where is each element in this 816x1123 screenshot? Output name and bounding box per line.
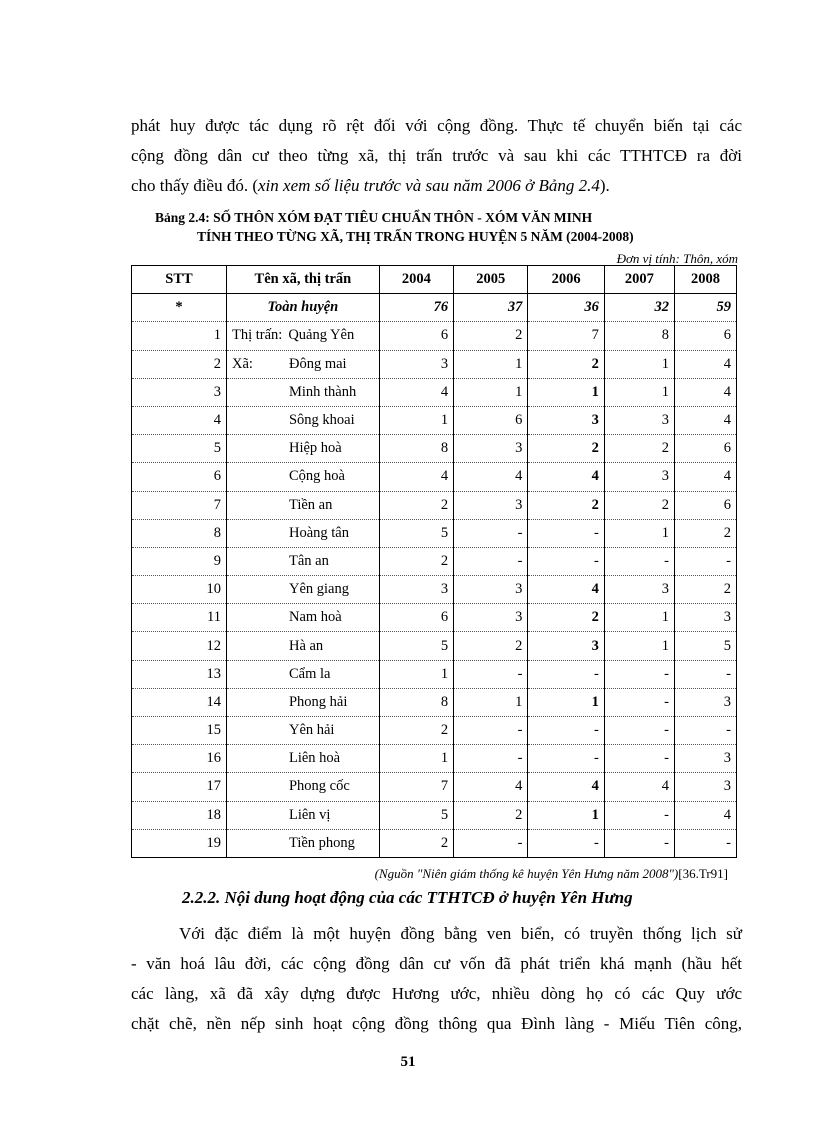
row-value-2005: 2 — [454, 632, 528, 660]
body-paragraph — [131, 919, 742, 1039]
header-2005: 2005 — [454, 266, 528, 294]
row-value-2006: - — [528, 660, 604, 688]
table-reference: xin xem số liệu trước và sau năm 2006 ở Bảng 2.4 — [258, 176, 600, 195]
row-name: Liên hoà — [288, 750, 341, 767]
row-stt: 5 — [132, 435, 227, 463]
row-name-cell — [226, 632, 379, 660]
row-value-2007: 3 — [604, 406, 674, 434]
row-value-2005: 4 — [454, 463, 528, 491]
row-value-2008: 4 — [675, 801, 737, 829]
row-value-2007: 1 — [604, 350, 674, 378]
row-name-cell — [226, 576, 379, 604]
row-value-2005: - — [454, 829, 528, 857]
row-value-2008: 4 — [675, 463, 737, 491]
row-value-2004: 3 — [379, 350, 453, 378]
row-value-2005: 3 — [454, 604, 528, 632]
row-value-2008: 3 — [675, 773, 737, 801]
row-value-2007: - — [604, 717, 674, 745]
table-row — [132, 435, 737, 463]
row-value-2005: - — [454, 547, 528, 575]
total-row — [132, 294, 737, 322]
row-name: Tiền an — [288, 496, 333, 513]
row-value-2007: 3 — [604, 576, 674, 604]
table-source: (Nguồn "Niên giám thống kê huyện Yên Hưng năm 2008")[36.Tr91] — [374, 866, 728, 881]
table-row — [132, 547, 737, 575]
row-name: Hoàng tân — [288, 524, 349, 541]
table-row — [132, 632, 737, 660]
row-value-2005: 3 — [454, 491, 528, 519]
row-name-cell — [226, 717, 379, 745]
table-row — [132, 801, 737, 829]
row-value-2005: 1 — [454, 378, 528, 406]
row-value-2006: - — [528, 829, 604, 857]
row-stt: 1 — [132, 322, 227, 350]
row-value-2006: 2 — [528, 350, 604, 378]
row-value-2005: 1 — [454, 688, 528, 716]
table-caption-line-2: TÍNH THEO TỪNG XÃ, THỊ TRẤN TRONG HUYỆN 5 NĂM (2004-2008) — [197, 229, 634, 244]
row-value-2004: 1 — [379, 745, 453, 773]
row-value-2006: 2 — [528, 435, 604, 463]
row-name: Nam hoà — [288, 609, 342, 626]
row-value-2007: - — [604, 688, 674, 716]
row-value-2004: 2 — [379, 547, 453, 575]
row-value-2006: - — [528, 519, 604, 547]
row-prefix: Xã: — [231, 355, 253, 372]
row-name-cell — [226, 688, 379, 716]
row-value-2005: 4 — [454, 773, 528, 801]
row-value-2006: 4 — [528, 463, 604, 491]
row-value-2007: 8 — [604, 322, 674, 350]
total-stt: * — [132, 294, 227, 322]
row-value-2004: 7 — [379, 773, 453, 801]
intro-line-1: phát huy được tác dụng rõ rệt đối với cộng đồng. Thực tế chuyển biến tại các — [131, 116, 742, 135]
row-value-2008: - — [675, 660, 737, 688]
row-value-2005: 2 — [454, 801, 528, 829]
row-name: Hà an — [288, 637, 324, 654]
row-name-cell — [226, 491, 379, 519]
row-value-2005: 3 — [454, 435, 528, 463]
row-name: Yên giang — [288, 581, 349, 598]
row-value-2007: - — [604, 829, 674, 857]
row-value-2008: 3 — [675, 745, 737, 773]
row-value-2004: 1 — [379, 406, 453, 434]
row-name: Tiền phong — [288, 834, 355, 851]
row-name-cell — [226, 829, 379, 857]
table-row — [132, 688, 737, 716]
row-stt: 3 — [132, 378, 227, 406]
row-name: Đông mai — [288, 355, 347, 372]
row-value-2006: 1 — [528, 378, 604, 406]
row-value-2004: 4 — [379, 463, 453, 491]
row-name-cell — [226, 406, 379, 434]
total-2008: 59 — [675, 294, 737, 322]
row-name-cell — [226, 378, 379, 406]
row-value-2006: 2 — [528, 491, 604, 519]
row-value-2006: - — [528, 717, 604, 745]
row-value-2008: - — [675, 829, 737, 857]
body-line-3: các làng, xã đã xây dựng được Hương ước, nhiều dòng họ có các Quy ước — [131, 984, 742, 1003]
intro-line-2: cộng đồng dân cư theo từng xã, thị trấn trước và sau khi các TTHTCĐ ra đời — [131, 146, 742, 165]
row-name-cell — [226, 547, 379, 575]
body-line-1: Với đặc điểm là một huyện đồng bằng ven biển, có truyền thống lịch sử — [179, 924, 742, 943]
row-value-2006: 2 — [528, 604, 604, 632]
row-name: Cộng hoà — [288, 468, 345, 485]
row-name: Phong cốc — [288, 778, 350, 795]
total-2007: 32 — [604, 294, 674, 322]
header-2004: 2004 — [379, 266, 453, 294]
intro-paragraph — [131, 111, 742, 201]
row-value-2008: 2 — [675, 519, 737, 547]
row-name-cell — [226, 773, 379, 801]
row-value-2007: 1 — [604, 519, 674, 547]
row-value-2008: 4 — [675, 406, 737, 434]
row-value-2008: - — [675, 717, 737, 745]
header-2006: 2006 — [528, 266, 604, 294]
table-row — [132, 322, 737, 350]
row-stt: 2 — [132, 350, 227, 378]
row-value-2005: 3 — [454, 576, 528, 604]
row-stt: 18 — [132, 801, 227, 829]
row-name: Hiệp hoà — [288, 440, 342, 457]
row-stt: 7 — [132, 491, 227, 519]
row-value-2008: - — [675, 547, 737, 575]
row-name: Sông khoai — [288, 412, 355, 429]
row-value-2007: 1 — [604, 632, 674, 660]
row-value-2004: 2 — [379, 491, 453, 519]
row-value-2008: 6 — [675, 435, 737, 463]
row-name: Tân an — [288, 552, 329, 569]
intro-line-3: cho thấy điều đó. (xin xem số liệu trước và sau năm 2006 ở Bảng 2.4). — [131, 176, 610, 195]
row-stt: 13 — [132, 660, 227, 688]
row-value-2005: - — [454, 745, 528, 773]
row-value-2005: - — [454, 660, 528, 688]
row-stt: 16 — [132, 745, 227, 773]
row-value-2008: 4 — [675, 378, 737, 406]
table-caption-line-1: Bảng 2.4: SỐ THÔN XÓM ĐẠT TIÊU CHUẨN THÔN - XÓM VĂN MINH — [155, 210, 593, 225]
table-header-row — [132, 266, 737, 294]
row-value-2004: 5 — [379, 632, 453, 660]
total-2004: 76 — [379, 294, 453, 322]
table-row — [132, 350, 737, 378]
row-name: Liên vị — [288, 806, 331, 823]
row-name-cell — [226, 801, 379, 829]
table-row — [132, 378, 737, 406]
table-row — [132, 745, 737, 773]
row-value-2004: 8 — [379, 688, 453, 716]
row-name-cell — [226, 604, 379, 632]
section-heading: 2.2.2. Nội dung hoạt động của các TTHTCĐ ở huyện Yên Hưng — [182, 888, 633, 907]
page-number: 51 — [400, 1054, 416, 1070]
row-value-2008: 3 — [675, 688, 737, 716]
row-stt: 17 — [132, 773, 227, 801]
row-value-2004: 6 — [379, 322, 453, 350]
row-value-2005: 1 — [454, 350, 528, 378]
total-name: Toàn huyện — [226, 294, 379, 322]
table-row — [132, 491, 737, 519]
row-value-2004: 2 — [379, 829, 453, 857]
row-stt: 19 — [132, 829, 227, 857]
row-value-2007: - — [604, 801, 674, 829]
row-stt: 8 — [132, 519, 227, 547]
row-value-2007: 2 — [604, 435, 674, 463]
row-value-2004: 2 — [379, 717, 453, 745]
header-stt: STT — [132, 266, 227, 294]
row-value-2004: 3 — [379, 576, 453, 604]
data-table — [131, 265, 737, 858]
row-name: Minh thành — [288, 383, 357, 400]
row-value-2007: 4 — [604, 773, 674, 801]
row-value-2008: 4 — [675, 350, 737, 378]
row-value-2005: 6 — [454, 406, 528, 434]
row-value-2007: 3 — [604, 463, 674, 491]
header-2007: 2007 — [604, 266, 674, 294]
row-stt: 4 — [132, 406, 227, 434]
row-value-2008: 6 — [675, 491, 737, 519]
row-name: Quảng Yên — [288, 327, 355, 344]
row-stt: 9 — [132, 547, 227, 575]
row-value-2007: - — [604, 660, 674, 688]
row-stt: 14 — [132, 688, 227, 716]
table-row — [132, 829, 737, 857]
table-row — [132, 604, 737, 632]
row-value-2006: 4 — [528, 576, 604, 604]
row-prefix: Thị trấn: — [231, 327, 283, 344]
row-value-2006: 1 — [528, 801, 604, 829]
unit-label: Đơn vị tính: Thôn, xóm — [616, 251, 738, 266]
row-value-2004: 4 — [379, 378, 453, 406]
row-value-2007: 1 — [604, 604, 674, 632]
row-name-cell — [226, 519, 379, 547]
row-stt: 10 — [132, 576, 227, 604]
body-line-4: chặt chẽ, nền nếp sinh hoạt cộng đồng thông qua Đình làng - Miếu Tiên công, — [131, 1014, 742, 1033]
table-row — [132, 576, 737, 604]
body-line-2: - văn hoá lâu đời, các cộng đồng dân cư vốn đã phát triển khá mạnh (hầu hết — [131, 954, 742, 973]
total-2005: 37 — [454, 294, 528, 322]
row-stt: 6 — [132, 463, 227, 491]
row-name-cell — [226, 350, 379, 378]
row-name: Phong hải — [288, 693, 348, 710]
row-value-2004: 1 — [379, 660, 453, 688]
row-value-2006: 7 — [528, 322, 604, 350]
table-row — [132, 519, 737, 547]
row-name-cell — [226, 322, 379, 350]
row-value-2005: - — [454, 717, 528, 745]
row-value-2008: 5 — [675, 632, 737, 660]
row-name-cell — [226, 660, 379, 688]
table-row — [132, 717, 737, 745]
table-row — [132, 660, 737, 688]
row-name: Cẩm la — [288, 665, 331, 682]
row-stt: 12 — [132, 632, 227, 660]
row-value-2008: 6 — [675, 322, 737, 350]
row-value-2007: - — [604, 745, 674, 773]
row-name-cell — [226, 463, 379, 491]
row-value-2005: - — [454, 519, 528, 547]
row-value-2006: 3 — [528, 406, 604, 434]
table-row — [132, 406, 737, 434]
row-value-2007: 1 — [604, 378, 674, 406]
row-value-2006: 3 — [528, 632, 604, 660]
row-value-2006: 1 — [528, 688, 604, 716]
row-stt: 15 — [132, 717, 227, 745]
row-value-2006: 4 — [528, 773, 604, 801]
row-name-cell — [226, 435, 379, 463]
row-value-2004: 5 — [379, 519, 453, 547]
row-value-2004: 5 — [379, 801, 453, 829]
total-2006: 36 — [528, 294, 604, 322]
table-row — [132, 463, 737, 491]
table-row — [132, 773, 737, 801]
row-value-2006: - — [528, 547, 604, 575]
row-value-2005: 2 — [454, 322, 528, 350]
row-stt: 11 — [132, 604, 227, 632]
row-value-2008: 2 — [675, 576, 737, 604]
header-2008: 2008 — [675, 266, 737, 294]
row-value-2007: 2 — [604, 491, 674, 519]
row-name-cell — [226, 745, 379, 773]
row-value-2007: - — [604, 547, 674, 575]
row-value-2004: 6 — [379, 604, 453, 632]
row-value-2008: 3 — [675, 604, 737, 632]
header-name: Tên xã, thị trấn — [226, 266, 379, 294]
row-value-2006: - — [528, 745, 604, 773]
row-value-2004: 8 — [379, 435, 453, 463]
row-name: Yên hải — [288, 722, 335, 739]
